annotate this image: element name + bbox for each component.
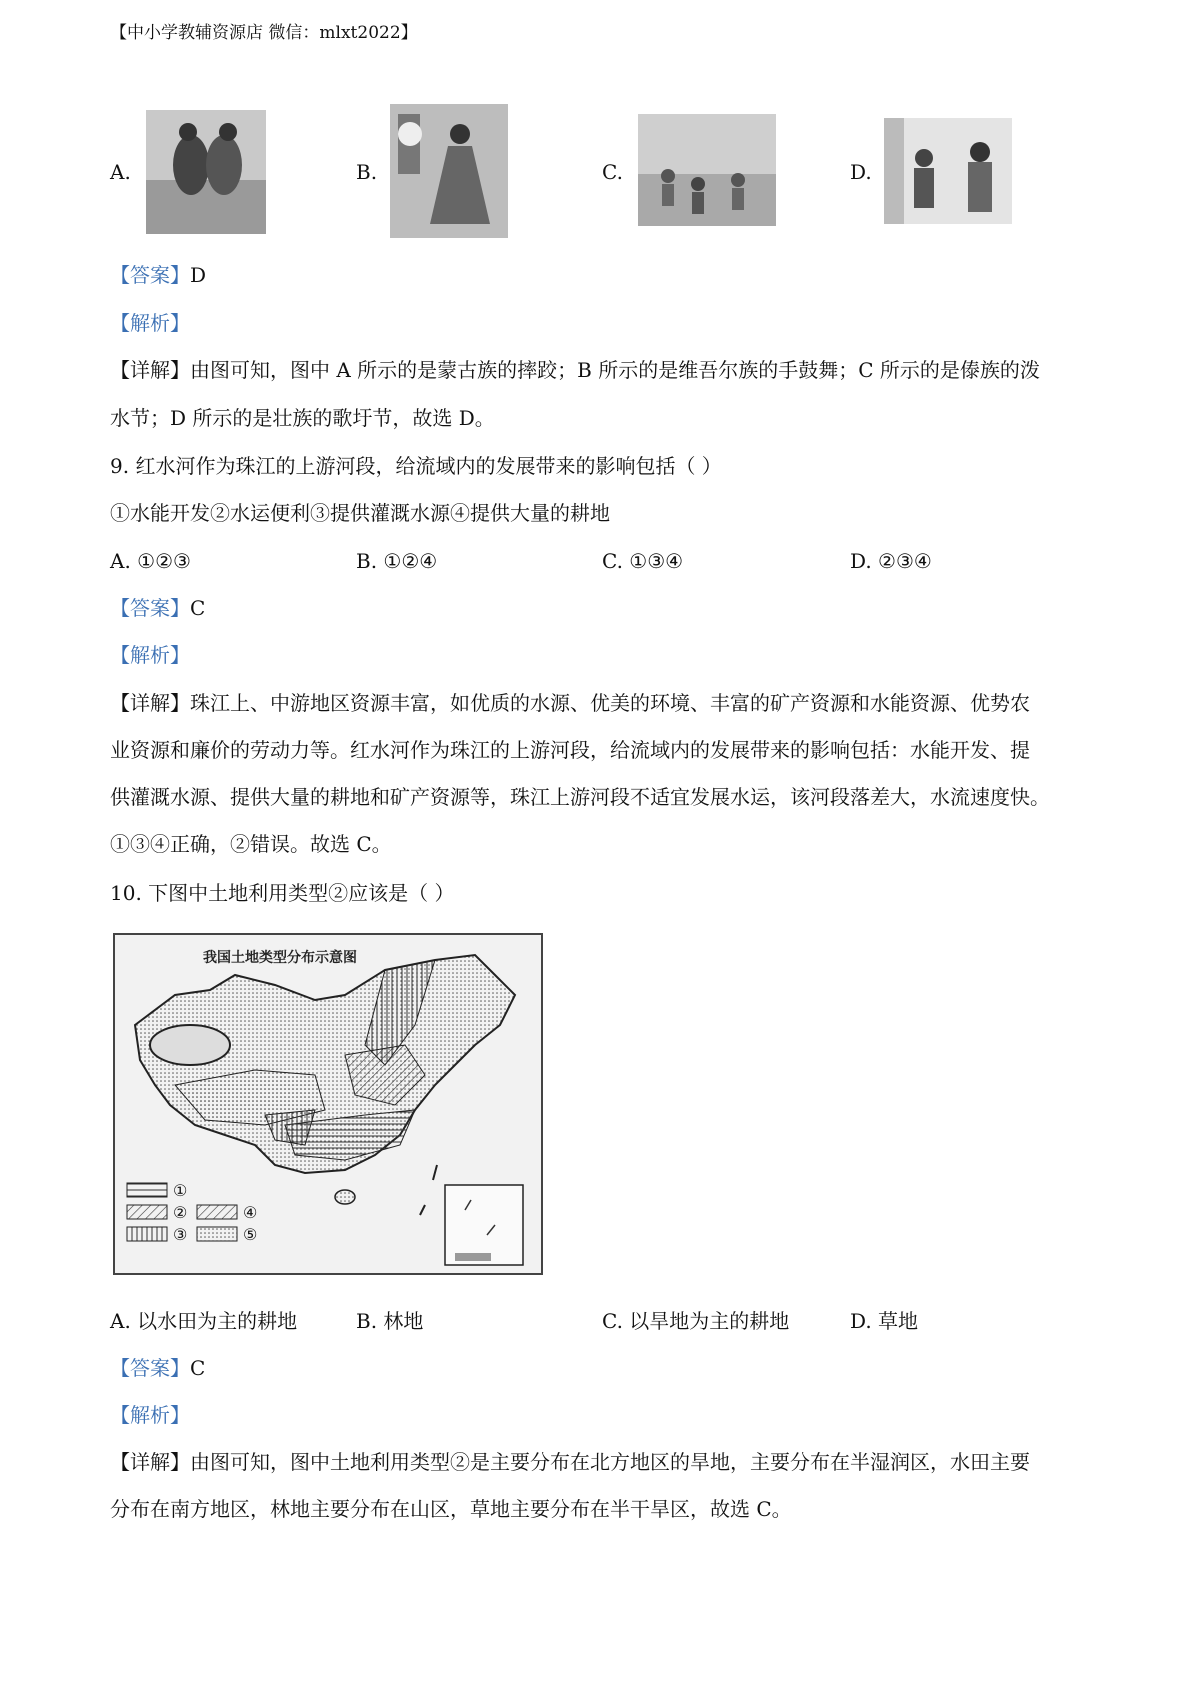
q9-option-d: D. ②③④ (850, 549, 932, 573)
q8-photo-c-water-festival (638, 114, 776, 226)
q10-option-b: B. 林地 (356, 1309, 424, 1333)
q9-detail-line-4: ①③④正确，②错误。故选 C。 (110, 832, 392, 856)
q10-detail-line-2: 分布在南方地区，林地主要分布在山区，草地主要分布在半干旱区，故选 C。 (110, 1497, 792, 1521)
legend-5: ⑤ (243, 1225, 258, 1244)
q8-detail-label: 【详解】 (110, 358, 190, 382)
q9-option-a: A. ①②③ (110, 549, 191, 573)
q8-photo-b-dance (390, 104, 508, 238)
q10-answer-label: 【答案】 (110, 1356, 190, 1380)
q8-answer (110, 263, 206, 287)
q9-stem: 9. 红水河作为珠江的上游河段，给流域内的发展带来的影响包括（ ） (110, 454, 722, 478)
q9-items: ①水能开发②水运便利③提供灌溉水源④提供大量的耕地 (110, 501, 610, 525)
q8-answer-value: D (190, 263, 207, 287)
q8-photo-a-wrestling (146, 110, 266, 234)
q9-detail-line-1: 【详解】珠江上、中游地区资源丰富，如优质的水源、优美的环境、丰富的矿产资源和水能资源、优势农 (110, 691, 1030, 715)
q10-answer-value: C (190, 1356, 206, 1380)
q9-analysis-label: 【解析】 (110, 643, 190, 667)
q10-answer (110, 1356, 205, 1380)
legend-4: ④ (243, 1203, 258, 1222)
q10-detail-label: 【详解】 (110, 1450, 190, 1474)
q10-option-a: A. 以水田为主的耕地 (110, 1309, 298, 1333)
q9-answer-value: C (190, 596, 206, 620)
q8-option-a-letter: A. (110, 160, 131, 184)
q8-answer-label: 【答案】 (110, 263, 190, 287)
q8-option-c-letter: C. (602, 160, 623, 184)
q9-answer-label: 【答案】 (110, 596, 190, 620)
legend-1: ① (173, 1181, 188, 1200)
china-land-use-map (113, 933, 543, 1275)
watermark: 【中小学教辅资源店 微信：mlxt2022】 (110, 23, 418, 43)
q9-detail-label: 【详解】 (110, 691, 190, 715)
q9-detail-line-3: 供灌溉水源、提供大量的耕地和矿产资源等，珠江上游河段不适宜发展水运，该河段落差大，水流速度快。 (110, 785, 1050, 809)
q10-stem: 10. 下图中土地利用类型②应该是（ ） (110, 881, 455, 905)
map-title: 我国土地类型分布示意图 (203, 950, 357, 966)
q9-answer (110, 596, 205, 620)
q10-analysis-label: 【解析】 (110, 1403, 190, 1427)
q8-option-d-letter: D. (850, 160, 872, 184)
q8-detail-line-1: 【详解】由图可知，图中 A 所示的是蒙古族的摔跤；B 所示的是维吾尔族的手鼓舞；C 所示的是傣族的泼 (110, 358, 1040, 382)
q10-option-c: C. 以旱地为主的耕地 (602, 1309, 790, 1333)
q9-option-b: B. ①②④ (356, 549, 438, 573)
legend-2: ② (173, 1203, 188, 1222)
q9-option-c: C. ①③④ (602, 549, 684, 573)
q9-detail-line-2: 业资源和廉价的劳动力等。红水河作为珠江的上游河段，给流域内的发展带来的影响包括：水能开发、提 (110, 738, 1030, 762)
q10-detail-line-1: 【详解】由图可知，图中土地利用类型②是主要分布在北方地区的旱地，主要分布在半湿润区，水田主要 (110, 1450, 1030, 1474)
q10-option-d: D. 草地 (850, 1309, 919, 1333)
q8-option-b-letter: B. (356, 160, 378, 184)
china-outline (115, 935, 541, 1273)
q8-photo-d-song-festival (884, 118, 1012, 224)
q8-analysis-label: 【解析】 (110, 311, 190, 335)
legend-3: ③ (173, 1225, 188, 1244)
q8-detail-line-2: 水节；D 所示的是壮族的歌圩节，故选 D。 (110, 406, 495, 430)
